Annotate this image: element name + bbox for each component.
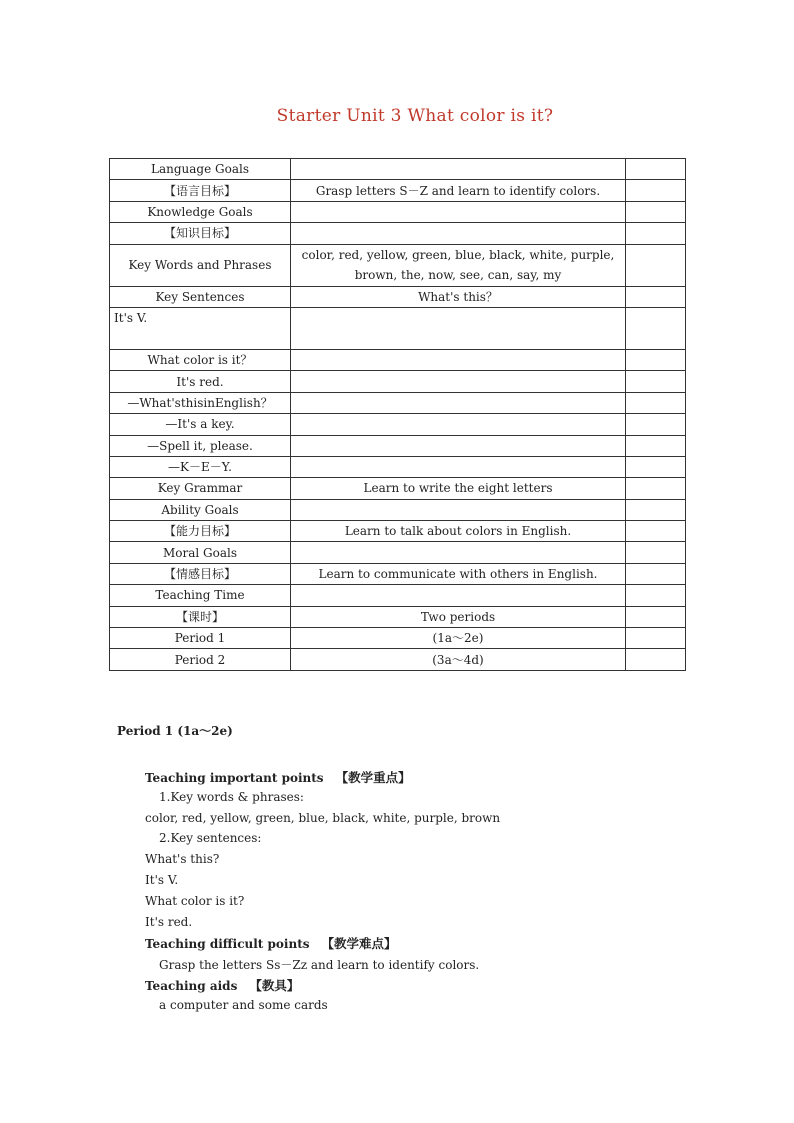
table-cell: —Spell it, please.	[110, 435, 291, 456]
table-cell: (1a～2e)	[291, 628, 626, 649]
table-cell: 【能力目标】	[110, 521, 291, 542]
table-cell	[626, 244, 686, 286]
table-row	[110, 307, 686, 349]
table-row	[110, 563, 686, 584]
table-cell	[291, 392, 626, 413]
table-cell	[626, 628, 686, 649]
table-row	[110, 159, 686, 180]
table-cell	[626, 201, 686, 222]
important-points-heading	[145, 768, 411, 786]
table-cell	[291, 201, 626, 222]
table-cell	[626, 392, 686, 413]
table-cell	[626, 223, 686, 244]
table-row	[110, 606, 686, 627]
table-row	[110, 499, 686, 520]
table-cell: —K－E－Y.	[110, 456, 291, 477]
lesson-plan-table	[109, 158, 686, 671]
difficult-points-label: Teaching difficult points	[145, 937, 310, 951]
table-cell: —It's a key.	[110, 414, 291, 435]
table-cell: —What'sthisinEnglish？	[110, 392, 291, 413]
table-cell	[291, 371, 626, 392]
table-cell	[626, 435, 686, 456]
table-cell: Learn to write the eight letters	[291, 478, 626, 499]
table-row	[110, 286, 686, 307]
teaching-aids-label: Teaching aids	[145, 979, 238, 993]
table-cell	[291, 542, 626, 563]
table-cell	[626, 371, 686, 392]
key-sentence-1: What's this?	[145, 852, 220, 866]
table-cell	[626, 649, 686, 670]
table-cell: Period 2	[110, 649, 291, 670]
key-words-heading: 1.Key words & phrases:	[159, 790, 304, 804]
table-cell	[291, 223, 626, 244]
difficult-points-text: Grasp the letters Ss－Zz and learn to identify colors.	[159, 958, 480, 972]
table-cell: Teaching Time	[110, 585, 291, 606]
table-cell: It's V.	[110, 307, 291, 349]
table-cell: 【课时】	[110, 606, 291, 627]
table-cell: What's this？	[291, 286, 626, 307]
table-cell	[291, 349, 626, 370]
table-cell	[626, 478, 686, 499]
table-cell	[626, 521, 686, 542]
table-cell: It's red.	[110, 371, 291, 392]
table-cell: 【语言目标】	[110, 180, 291, 201]
table-row	[110, 392, 686, 413]
table-cell: Learn to talk about colors in English.	[291, 521, 626, 542]
table-cell: Knowledge Goals	[110, 201, 291, 222]
table-row	[110, 435, 686, 456]
teaching-aids-heading	[145, 976, 299, 994]
key-sentences-heading: 2.Key sentences:	[159, 831, 262, 845]
table-cell: Language Goals	[110, 159, 291, 180]
table-cell	[626, 307, 686, 349]
table-cell: Moral Goals	[110, 542, 291, 563]
table-row	[110, 201, 686, 222]
key-sentence-4: It's red.	[145, 915, 193, 929]
key-words-list: color, red, yellow, green, blue, black, white, purple, brown	[145, 811, 501, 825]
table-row	[110, 628, 686, 649]
table-cell	[626, 542, 686, 563]
table-cell	[291, 435, 626, 456]
table-cell	[626, 414, 686, 435]
table-cell	[626, 286, 686, 307]
table-cell	[626, 563, 686, 584]
table-cell: Period 1	[110, 628, 291, 649]
table-cell: Grasp letters S－Z and learn to identify colors.	[291, 180, 626, 201]
table-cell	[291, 585, 626, 606]
table-cell: Key Sentences	[110, 286, 291, 307]
table-cell: What color is it？	[110, 349, 291, 370]
difficult-points-heading	[145, 934, 397, 952]
teaching-aids-text: a computer and some cards	[159, 998, 328, 1012]
table-row	[110, 349, 686, 370]
important-points-label: Teaching important points	[145, 771, 324, 785]
table-cell: color, red, yellow, green, blue, black, white, purple, brown, the, now, see, can, say, my	[291, 244, 626, 286]
table-cell	[626, 585, 686, 606]
document-title: Starter Unit 3 What color is it?	[276, 106, 554, 126]
table-cell	[626, 180, 686, 201]
table-row	[110, 542, 686, 563]
table-cell	[291, 307, 626, 349]
table-row	[110, 223, 686, 244]
period-1-heading: Period 1 (1a～2e)	[117, 724, 233, 738]
table-row	[110, 456, 686, 477]
table-cell: Learn to communicate with others in English.	[291, 563, 626, 584]
table-row	[110, 649, 686, 670]
table-row	[110, 585, 686, 606]
table-cell: Key Words and Phrases	[110, 244, 291, 286]
key-sentence-2: It's V.	[145, 873, 179, 887]
table-cell	[291, 159, 626, 180]
key-sentence-3: What color is it?	[145, 894, 245, 908]
table-row	[110, 371, 686, 392]
teaching-aids-cn: 【教具】	[249, 978, 300, 993]
important-points-cn: 【教学重点】	[335, 770, 411, 785]
table-cell: Ability Goals	[110, 499, 291, 520]
table-cell: 【知识目标】	[110, 223, 291, 244]
table-cell	[291, 414, 626, 435]
table-cell	[626, 499, 686, 520]
table-cell	[291, 499, 626, 520]
table-cell	[626, 349, 686, 370]
table-cell: 【情感目标】	[110, 563, 291, 584]
table-cell: (3a～4d)	[291, 649, 626, 670]
table-cell	[626, 456, 686, 477]
table-row	[110, 521, 686, 542]
table-cell: Two periods	[291, 606, 626, 627]
table-row	[110, 244, 686, 286]
table-cell: Key Grammar	[110, 478, 291, 499]
table-row	[110, 414, 686, 435]
table-row	[110, 478, 686, 499]
difficult-points-cn: 【教学难点】	[321, 936, 397, 951]
table-cell	[291, 456, 626, 477]
table-cell	[626, 159, 686, 180]
table-row	[110, 180, 686, 201]
table-cell	[626, 606, 686, 627]
